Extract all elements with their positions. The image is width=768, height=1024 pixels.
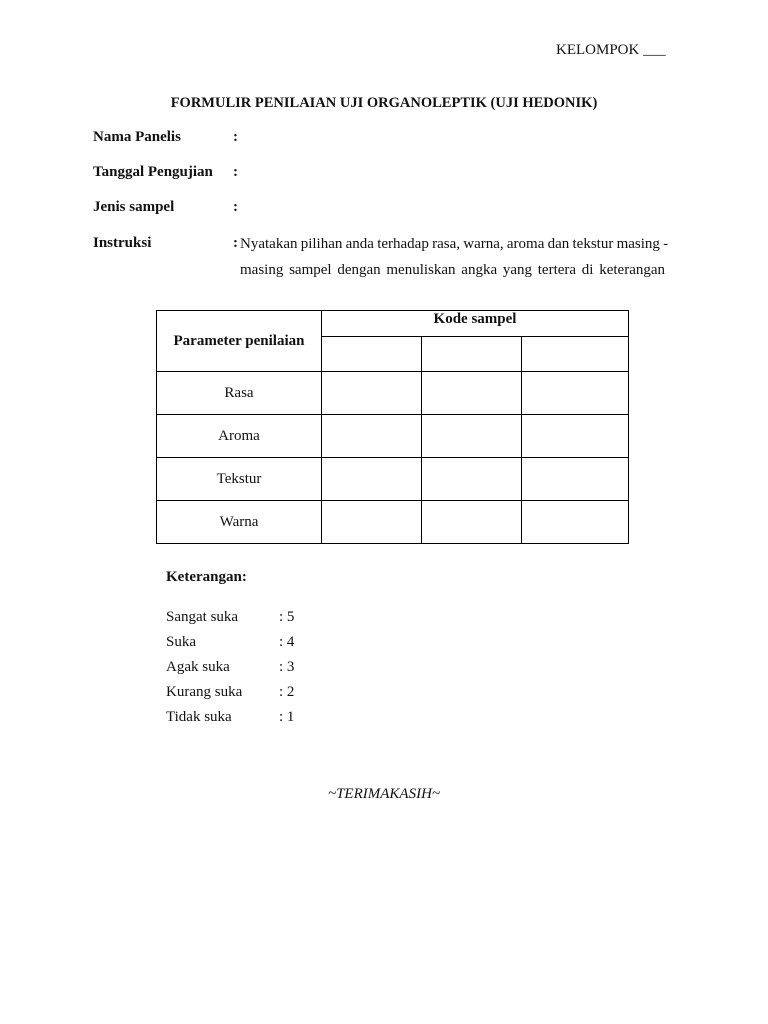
row-label-tekstur: Tekstur bbox=[157, 458, 322, 501]
legend-label: Suka bbox=[166, 634, 196, 650]
score-cell[interactable] bbox=[522, 372, 629, 415]
instruction-text-line-1: Nyatakan pilihan anda terhadap rasa, warna, aroma dan tekstur masing - bbox=[240, 236, 669, 252]
score-cell[interactable] bbox=[522, 415, 629, 458]
parameter-header: Parameter penilaian bbox=[157, 311, 322, 372]
legend-value: : 2 bbox=[279, 684, 295, 700]
legend-label: Agak suka bbox=[166, 659, 230, 675]
field-label-instruksi: Instruksi bbox=[93, 235, 152, 251]
score-cell[interactable] bbox=[322, 415, 422, 458]
score-cell[interactable] bbox=[422, 372, 522, 415]
legend-label: Kurang suka bbox=[166, 684, 243, 700]
field-colon: : bbox=[233, 129, 238, 145]
score-cell[interactable] bbox=[422, 501, 522, 544]
legend-heading: Keterangan: bbox=[166, 569, 247, 585]
legend-label: Sangat suka bbox=[166, 609, 239, 625]
field-label-tanggal-pengujian: Tanggal Pengujian bbox=[93, 164, 213, 180]
sample-code-header: Kode sampel bbox=[322, 311, 629, 337]
field-label-nama-panelis: Nama Panelis bbox=[93, 129, 181, 145]
sample-code-cell[interactable] bbox=[322, 337, 422, 372]
field-label-jenis-sampel: Jenis sampel bbox=[93, 199, 175, 215]
score-cell[interactable] bbox=[322, 372, 422, 415]
sample-code-cell[interactable] bbox=[522, 337, 629, 372]
thanks-footer: ~TERIMAKASIH~ bbox=[327, 786, 441, 802]
legend-label: Tidak suka bbox=[166, 709, 232, 725]
instruction-text-line-2: masing sampel dengan menuliskan angka yang tertera di keterangan bbox=[240, 262, 666, 278]
row-label-aroma: Aroma bbox=[157, 415, 322, 458]
field-colon: : bbox=[233, 235, 238, 251]
score-cell[interactable] bbox=[522, 458, 629, 501]
score-cell[interactable] bbox=[322, 458, 422, 501]
sample-code-cell[interactable] bbox=[422, 337, 522, 372]
field-colon: : bbox=[233, 199, 238, 215]
score-cell[interactable] bbox=[422, 415, 522, 458]
score-table bbox=[156, 310, 629, 544]
row-label-warna: Warna bbox=[157, 501, 322, 544]
row-label-rasa: Rasa bbox=[157, 372, 322, 415]
score-cell[interactable] bbox=[522, 501, 629, 544]
legend-value: : 3 bbox=[279, 659, 295, 675]
form-title: FORMULIR PENILAIAN UJI ORGANOLEPTIK (UJI HEDONIK) bbox=[170, 95, 598, 111]
score-cell[interactable] bbox=[322, 501, 422, 544]
score-cell[interactable] bbox=[422, 458, 522, 501]
legend-value: : 4 bbox=[279, 634, 295, 650]
field-colon: : bbox=[233, 164, 238, 180]
legend-value: : 5 bbox=[279, 609, 295, 625]
group-number-label: KELOMPOK ___ bbox=[556, 42, 666, 58]
legend-value: : 1 bbox=[279, 709, 295, 725]
